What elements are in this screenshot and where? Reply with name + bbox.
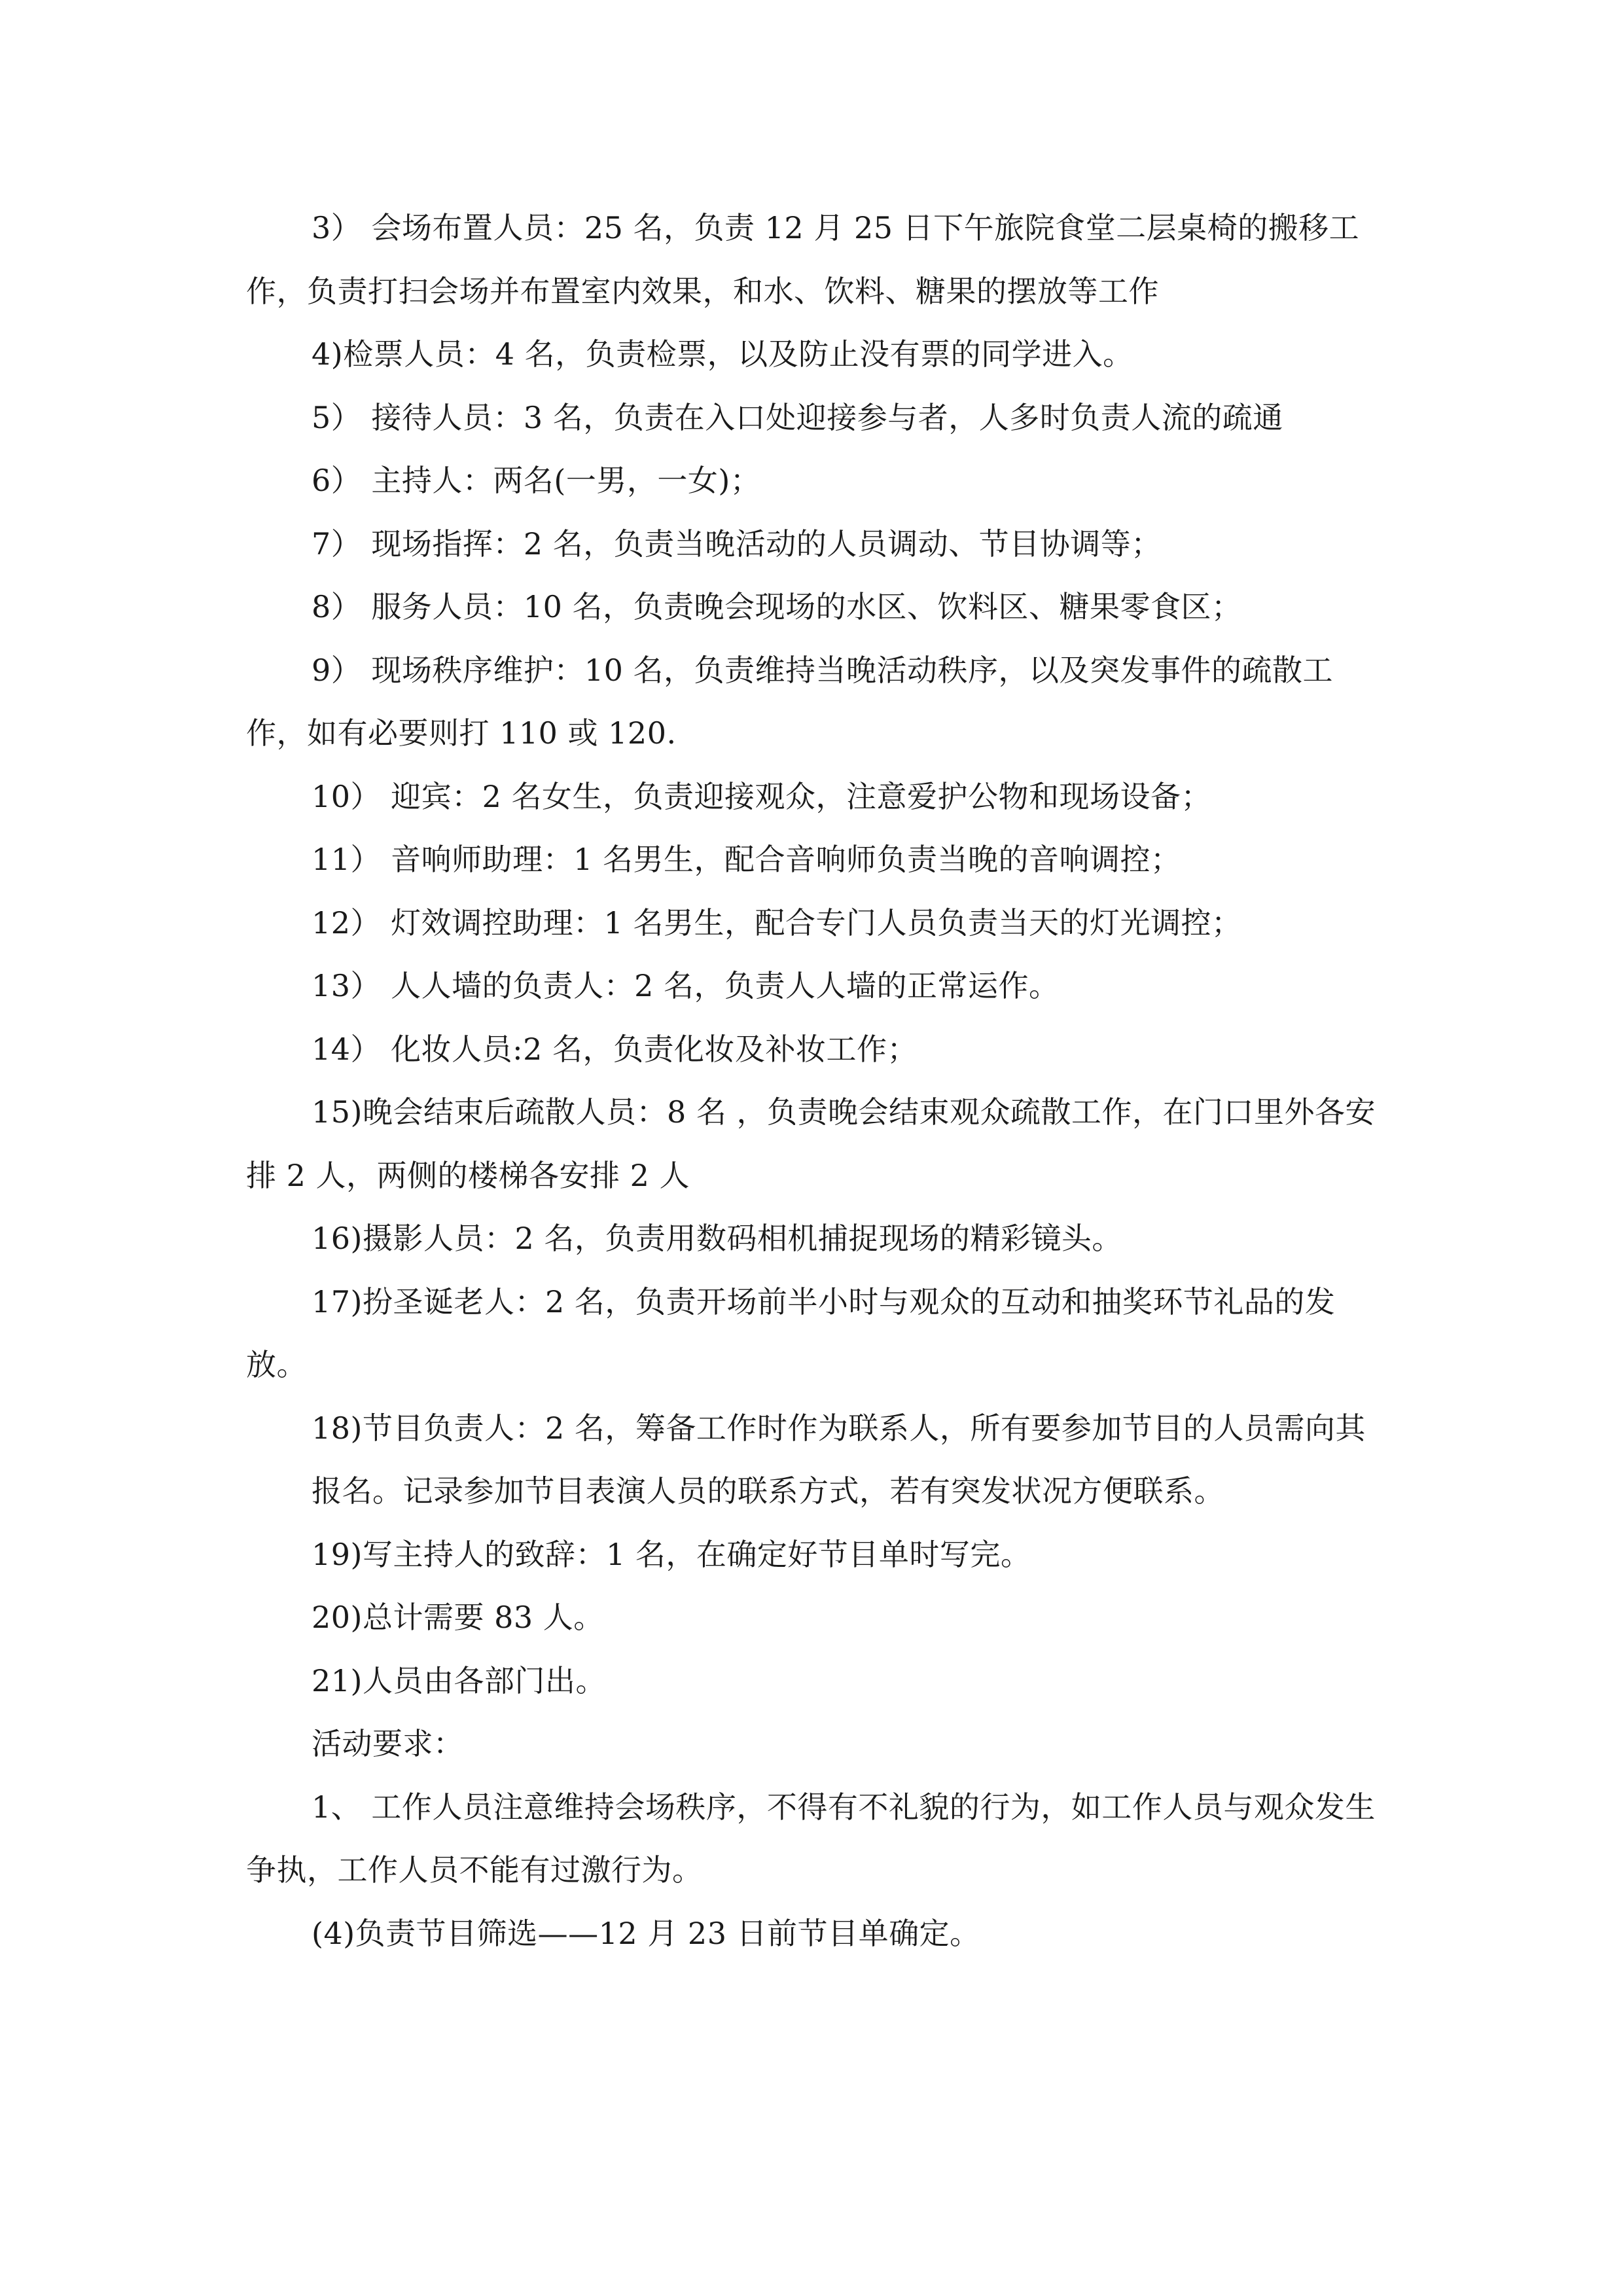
paragraph-greeters: 10） 迎宾：2 名女生，负责迎接观众，注意爱护公物和现场设备；: [312, 778, 1212, 814]
paragraph-service-staff: 8） 服务人员：10 名，负责晚会现场的水区、饮料区、糖果零食区；: [312, 589, 1242, 624]
paragraph-venue-setup: 3） 会场布置人员：25 名，负责 12 月 25 日下午旅院食堂二层桌椅的搬移工作，负责打扫会场并布置室内效果，和水、饮料、糖果的摆放等工作: [246, 210, 1360, 309]
paragraph-program-screening: (4)负责节目筛选——12 月 23 日前节目单确定。: [312, 1915, 980, 1951]
paragraph-reception: 5） 接待人员：3 名，负责在入口处迎接参与者，人多时负责人流的疏通: [312, 399, 1283, 435]
paragraph-program-lead-continued: 报名。记录参加节目表演人员的联系方式，若有突发状况方便联系。: [312, 1473, 1224, 1509]
paragraph-renren-wall: 13） 人人墙的负责人：2 名，负责人人墙的正常运作。: [312, 968, 1060, 1003]
paragraph-staff-source: 21)人员由各部门出。: [312, 1662, 606, 1698]
document-body: [246, 196, 1381, 1965]
paragraph-sound-assistant: 11） 音响师助理：1 名男生，配合音响师负责当晚的音响调控；: [312, 842, 1181, 877]
paragraph-program-lead: 18)节目负责人：2 名，筹备工作时作为联系人，所有要参加节目的人员需向其: [312, 1410, 1366, 1446]
paragraph-ticket-check: 4)检票人员：4 名，负责检票，以及防止没有票的同学进入。: [312, 336, 1133, 372]
paragraph-lighting-assistant: 12） 灯效调控助理：1 名男生，配合专门人员负责当天的灯光调控；: [312, 905, 1242, 941]
paragraph-evacuation: 15)晚会结束后疏散人员：8 名 ，负责晚会结束观众疏散工作，在门口里外各安排 2 人，两侧的楼梯各安排 2 人: [246, 1094, 1376, 1193]
paragraph-onsite-command: 7） 现场指挥：2 名，负责当晚活动的人员调动、节目协调等；: [312, 526, 1162, 562]
paragraph-host-speech: 19)写主持人的致辞：1 名，在确定好节目单时写完。: [312, 1536, 1031, 1572]
paragraph-requirement-1: 1、 工作人员注意维持会场秩序，不得有不礼貌的行为，如工作人员与观众发生争执，工作人员不能有过激行为。: [246, 1789, 1376, 1888]
paragraph-photography: 16)摄影人员：2 名，负责用数码相机捕捉现场的精彩镜头。: [312, 1221, 1122, 1256]
paragraph-makeup: 14） 化妆人员:2 名，负责化妆及补妆工作；: [312, 1031, 918, 1067]
paragraph-hosts: 6） 主持人：两名(一男，一女)；: [312, 463, 761, 498]
paragraph-total-staff: 20)总计需要 83 人。: [312, 1600, 604, 1635]
paragraph-order-maintenance: 9） 现场秩序维护：10 名，负责维持当晚活动秩序，以及突发事件的疏散工作，如有必要则打 110 或 120.: [246, 652, 1334, 751]
paragraph-santa: 17)扮圣诞老人：2 名，负责开场前半小时与观众的互动和抽奖环节礼品的发放。: [246, 1283, 1336, 1382]
heading-activity-requirements: 活动要求：: [312, 1726, 464, 1761]
